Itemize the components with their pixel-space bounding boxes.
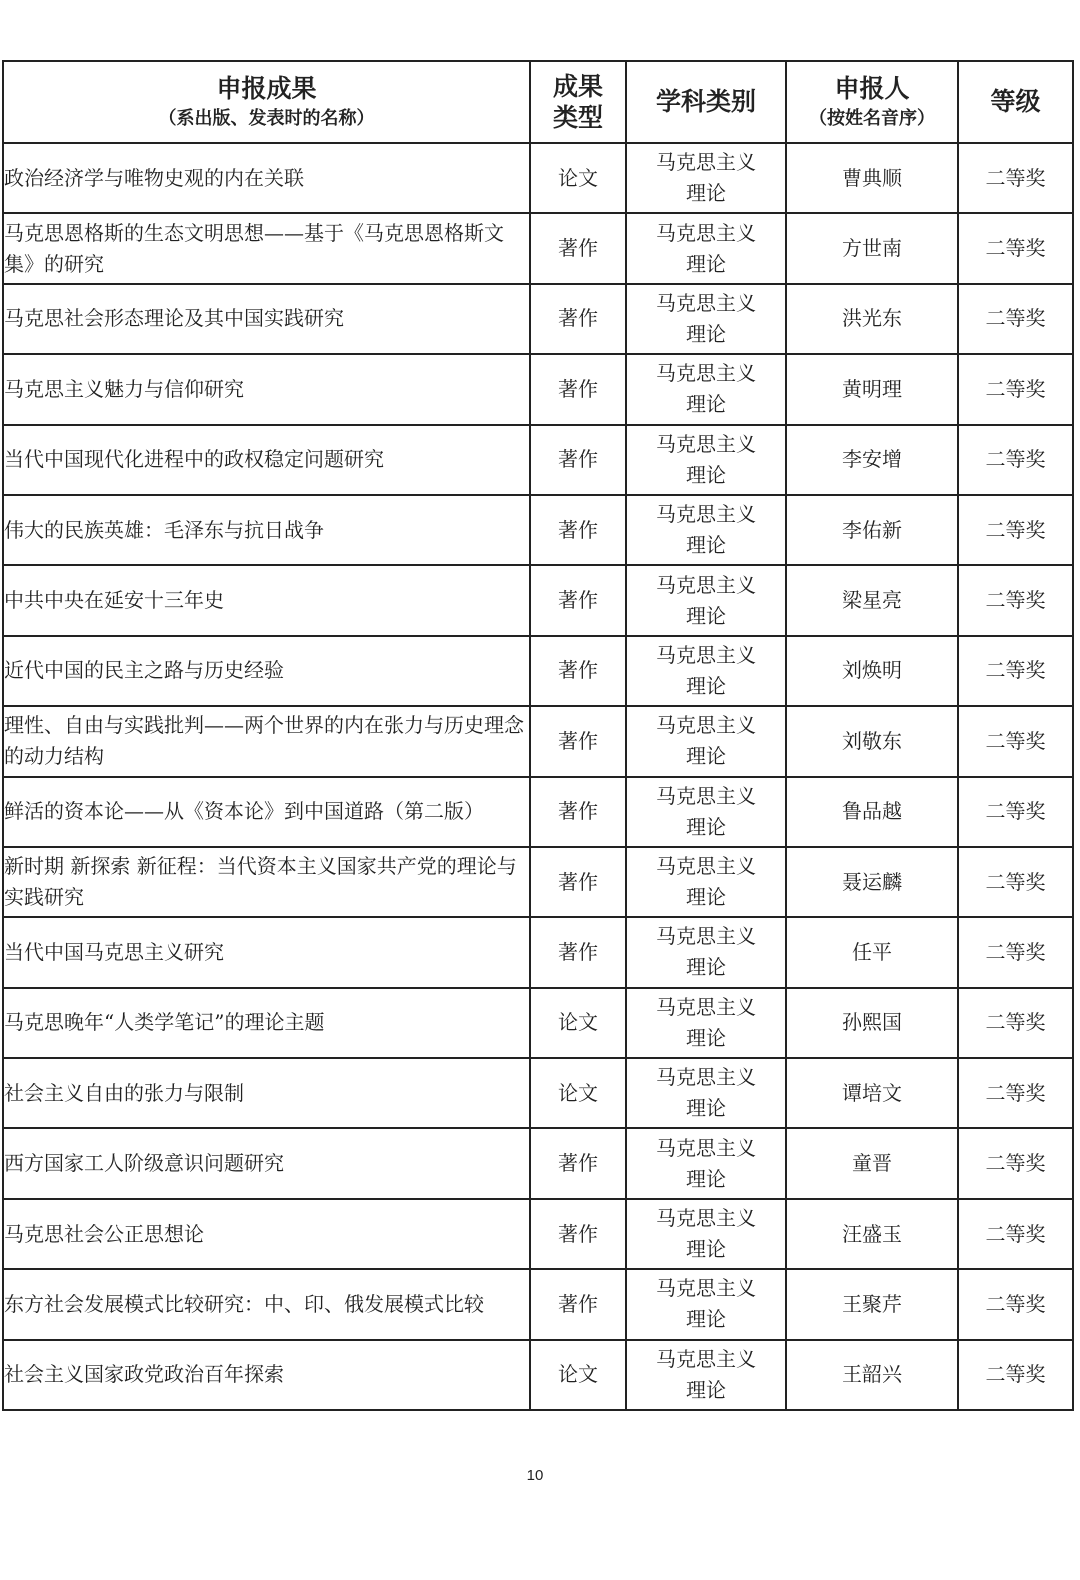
table-row bbox=[3, 284, 1073, 354]
header-type bbox=[530, 61, 626, 143]
subject-line-1: 马克思主义 bbox=[656, 994, 756, 1019]
table-row bbox=[3, 1058, 1073, 1128]
subject-line-1: 马克思主义 bbox=[656, 150, 756, 175]
header-title bbox=[3, 61, 530, 143]
result-type: 著作 bbox=[530, 777, 626, 847]
subject-line-1: 马克思主义 bbox=[656, 572, 756, 597]
subject-line-1: 马克思主义 bbox=[656, 431, 756, 456]
result-title: 当代中国马克思主义研究 bbox=[3, 917, 530, 987]
subject-category bbox=[626, 1340, 786, 1410]
subject-line-1: 马克思主义 bbox=[656, 783, 756, 808]
page-number: 10 bbox=[526, 1467, 544, 1484]
header-subject bbox=[626, 61, 786, 143]
result-title: 马克思社会形态理论及其中国实践研究 bbox=[3, 284, 530, 354]
applicant-name: 孙熙国 bbox=[786, 988, 958, 1058]
table-row bbox=[3, 495, 1073, 565]
subject-category bbox=[626, 565, 786, 635]
table-row bbox=[3, 354, 1073, 424]
subject-category bbox=[626, 917, 786, 987]
award-level: 二等奖 bbox=[958, 917, 1073, 987]
subject-category bbox=[626, 636, 786, 706]
subject-category bbox=[626, 777, 786, 847]
header-applicant-label: 申报人 bbox=[834, 74, 910, 104]
award-level: 二等奖 bbox=[958, 213, 1073, 283]
award-level: 二等奖 bbox=[958, 847, 1073, 917]
result-title: 社会主义自由的张力与限制 bbox=[3, 1058, 530, 1128]
applicant-name: 鲁品越 bbox=[786, 777, 958, 847]
subject-line-1: 马克思主义 bbox=[656, 642, 756, 667]
result-type: 著作 bbox=[530, 847, 626, 917]
table-row bbox=[3, 143, 1073, 213]
subject-category bbox=[626, 1058, 786, 1128]
applicant-name: 任平 bbox=[786, 917, 958, 987]
result-type: 著作 bbox=[530, 565, 626, 635]
header-row bbox=[3, 61, 1073, 143]
result-type: 著作 bbox=[530, 284, 626, 354]
subject-line-2: 理论 bbox=[686, 1377, 726, 1402]
subject-line-2: 理论 bbox=[686, 744, 726, 769]
table-header bbox=[3, 61, 1073, 143]
result-title: 理性、自由与实践批判——两个世界的内在张力与历史理念的动力结构 bbox=[3, 706, 530, 776]
subject-category bbox=[626, 284, 786, 354]
table-row bbox=[3, 988, 1073, 1058]
result-title: 社会主义国家政党政治百年探索 bbox=[3, 1340, 530, 1410]
result-type: 著作 bbox=[530, 354, 626, 424]
subject-line-1: 马克思主义 bbox=[656, 854, 756, 879]
applicant-name: 王聚芹 bbox=[786, 1269, 958, 1339]
subject-category bbox=[626, 1199, 786, 1269]
result-title: 中共中央在延安十三年史 bbox=[3, 565, 530, 635]
subject-category bbox=[626, 425, 786, 495]
applicant-name: 汪盛玉 bbox=[786, 1199, 958, 1269]
table-row bbox=[3, 213, 1073, 283]
result-title: 伟大的民族英雄：毛泽东与抗日战争 bbox=[3, 495, 530, 565]
header-applicant-note: （按姓名音序） bbox=[809, 108, 935, 130]
subject-category bbox=[626, 706, 786, 776]
subject-line-2: 理论 bbox=[686, 462, 726, 487]
award-level: 二等奖 bbox=[958, 636, 1073, 706]
award-level: 二等奖 bbox=[958, 143, 1073, 213]
header-subject-label: 学科类别 bbox=[655, 87, 756, 117]
award-level: 二等奖 bbox=[958, 988, 1073, 1058]
result-title: 政治经济学与唯物史观的内在关联 bbox=[3, 143, 530, 213]
applicant-name: 聂运麟 bbox=[786, 847, 958, 917]
subject-line-1: 马克思主义 bbox=[656, 361, 756, 386]
subject-category bbox=[626, 213, 786, 283]
applicant-name: 洪光东 bbox=[786, 284, 958, 354]
table-row bbox=[3, 777, 1073, 847]
applicant-name: 王韶兴 bbox=[786, 1340, 958, 1410]
result-type: 著作 bbox=[530, 213, 626, 283]
result-title: 当代中国现代化进程中的政权稳定问题研究 bbox=[3, 425, 530, 495]
subject-category bbox=[626, 847, 786, 917]
result-title: 东方社会发展模式比较研究：中、印、俄发展模式比较 bbox=[3, 1269, 530, 1339]
result-type: 著作 bbox=[530, 1269, 626, 1339]
award-level: 二等奖 bbox=[958, 495, 1073, 565]
result-title: 新时期 新探索 新征程：当代资本主义国家共产党的理论与实践研究 bbox=[3, 847, 530, 917]
award-level: 二等奖 bbox=[958, 354, 1073, 424]
award-level: 二等奖 bbox=[958, 1058, 1073, 1128]
subject-line-2: 理论 bbox=[686, 392, 726, 417]
result-title: 马克思恩格斯的生态文明思想——基于《马克思恩格斯文集》的研究 bbox=[3, 213, 530, 283]
award-level: 二等奖 bbox=[958, 1340, 1073, 1410]
table-row bbox=[3, 425, 1073, 495]
applicant-name: 方世南 bbox=[786, 213, 958, 283]
applicant-name: 曹典顺 bbox=[786, 143, 958, 213]
subject-category bbox=[626, 354, 786, 424]
applicant-name: 李佑新 bbox=[786, 495, 958, 565]
result-type: 论文 bbox=[530, 988, 626, 1058]
subject-line-2: 理论 bbox=[686, 1025, 726, 1050]
table-row bbox=[3, 1269, 1073, 1339]
result-title: 马克思社会公正思想论 bbox=[3, 1199, 530, 1269]
subject-line-2: 理论 bbox=[686, 814, 726, 839]
subject-line-2: 理论 bbox=[686, 533, 726, 558]
subject-line-1: 马克思主义 bbox=[656, 220, 756, 245]
subject-line-1: 马克思主义 bbox=[656, 713, 756, 738]
applicant-name: 刘敬东 bbox=[786, 706, 958, 776]
subject-line-1: 马克思主义 bbox=[656, 1065, 756, 1090]
awards-table bbox=[2, 60, 1074, 1411]
award-level: 二等奖 bbox=[958, 1269, 1073, 1339]
subject-line-2: 理论 bbox=[686, 673, 726, 698]
award-level: 二等奖 bbox=[958, 425, 1073, 495]
subject-line-1: 马克思主义 bbox=[656, 502, 756, 527]
subject-line-1: 马克思主义 bbox=[656, 290, 756, 315]
applicant-name: 谭培文 bbox=[786, 1058, 958, 1128]
subject-line-2: 理论 bbox=[686, 603, 726, 628]
result-title: 马克思主义魅力与信仰研究 bbox=[3, 354, 530, 424]
award-level: 二等奖 bbox=[958, 777, 1073, 847]
header-level bbox=[958, 61, 1073, 143]
result-type: 著作 bbox=[530, 636, 626, 706]
table-row bbox=[3, 706, 1073, 776]
table-body bbox=[3, 143, 1073, 1410]
header-title-label: 申报成果 bbox=[216, 74, 317, 104]
applicant-name: 童晋 bbox=[786, 1128, 958, 1198]
subject-category bbox=[626, 1128, 786, 1198]
subject-line-1: 马克思主义 bbox=[656, 1276, 756, 1301]
award-level: 二等奖 bbox=[958, 1128, 1073, 1198]
subject-line-2: 理论 bbox=[686, 1307, 726, 1332]
result-type: 论文 bbox=[530, 1340, 626, 1410]
table-row bbox=[3, 1199, 1073, 1269]
subject-line-2: 理论 bbox=[686, 181, 726, 206]
applicant-name: 黄明理 bbox=[786, 354, 958, 424]
table-row bbox=[3, 1340, 1073, 1410]
award-level: 二等奖 bbox=[958, 284, 1073, 354]
subject-line-2: 理论 bbox=[686, 321, 726, 346]
subject-line-2: 理论 bbox=[686, 1166, 726, 1191]
header-level-label: 等级 bbox=[990, 87, 1041, 117]
award-level: 二等奖 bbox=[958, 1199, 1073, 1269]
award-level: 二等奖 bbox=[958, 565, 1073, 635]
subject-category bbox=[626, 1269, 786, 1339]
result-type: 著作 bbox=[530, 706, 626, 776]
table-row bbox=[3, 636, 1073, 706]
result-title: 西方国家工人阶级意识问题研究 bbox=[3, 1128, 530, 1198]
subject-line-2: 理论 bbox=[686, 1237, 726, 1262]
result-title: 鲜活的资本论——从《资本论》到中国道路（第二版） bbox=[3, 777, 530, 847]
result-type: 论文 bbox=[530, 143, 626, 213]
applicant-name: 梁星亮 bbox=[786, 565, 958, 635]
applicant-name: 李安增 bbox=[786, 425, 958, 495]
result-type: 著作 bbox=[530, 425, 626, 495]
subject-category bbox=[626, 495, 786, 565]
subject-line-2: 理论 bbox=[686, 251, 726, 276]
table-row bbox=[3, 565, 1073, 635]
applicant-name: 刘焕明 bbox=[786, 636, 958, 706]
subject-category bbox=[626, 988, 786, 1058]
subject-line-2: 理论 bbox=[686, 1096, 726, 1121]
subject-line-1: 马克思主义 bbox=[656, 924, 756, 949]
result-title: 近代中国的民主之路与历史经验 bbox=[3, 636, 530, 706]
subject-category bbox=[626, 143, 786, 213]
subject-line-1: 马克思主义 bbox=[656, 1206, 756, 1231]
header-type-label: 成果类型 bbox=[552, 71, 603, 132]
award-level: 二等奖 bbox=[958, 706, 1073, 776]
header-applicant bbox=[786, 61, 958, 143]
result-type: 著作 bbox=[530, 1199, 626, 1269]
subject-line-1: 马克思主义 bbox=[656, 1135, 756, 1160]
table-row bbox=[3, 917, 1073, 987]
result-type: 著作 bbox=[530, 917, 626, 987]
subject-line-1: 马克思主义 bbox=[656, 1346, 756, 1371]
result-title: 马克思晚年“人类学笔记”的理论主题 bbox=[3, 988, 530, 1058]
result-type: 著作 bbox=[530, 495, 626, 565]
table-row bbox=[3, 847, 1073, 917]
result-type: 论文 bbox=[530, 1058, 626, 1128]
subject-line-2: 理论 bbox=[686, 885, 726, 910]
result-type: 著作 bbox=[530, 1128, 626, 1198]
subject-line-2: 理论 bbox=[686, 955, 726, 980]
header-title-note: （系出版、发表时的名称） bbox=[158, 108, 375, 130]
table-row bbox=[3, 1128, 1073, 1198]
